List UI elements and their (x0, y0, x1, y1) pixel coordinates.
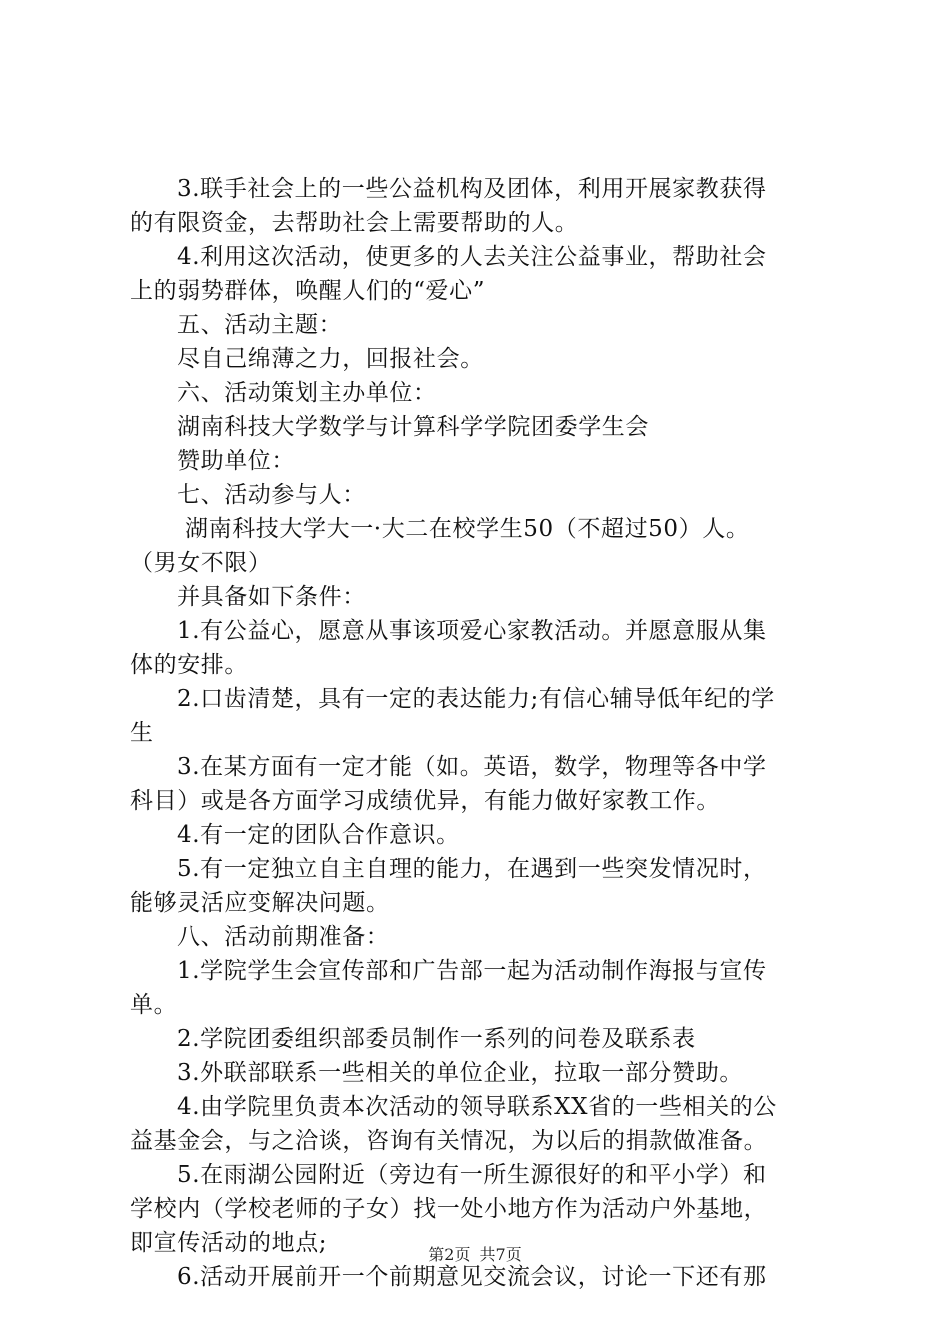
text-line: 赞助单位： (177, 448, 295, 474)
text-line: （男女不限） (130, 550, 272, 576)
text-line: 4.有一定的团队合作意识。 (177, 822, 460, 848)
text-line: 1.有公益心，愿意从事该项爱心家教活动。并愿意服从集 (177, 618, 767, 644)
text-line: 并具备如下条件： (177, 584, 366, 610)
page-total: 共7页 (479, 1245, 522, 1264)
text-line: 单。 (130, 992, 178, 1018)
page-footer (0, 1244, 950, 1266)
page-number: 第2页 (428, 1245, 471, 1264)
text-line: 科目）或是各方面学习成绩优异，有能力做好家教工作。 (130, 788, 720, 814)
document-body (130, 172, 830, 1294)
text-line: 2.学院团委组织部委员制作一系列的问卷及联系表 (177, 1026, 696, 1052)
text-line: 八、活动前期准备： (177, 924, 390, 950)
text-line: 体的安排。 (130, 652, 248, 678)
text-line: 上的弱势群体，唤醒人们的“爱心” (130, 278, 486, 304)
text-line: 湖南科技大学数学与计算科学学院团委学生会 (177, 414, 649, 440)
text-line: 生 (130, 720, 154, 746)
text-line: 学校内（学校老师的子女）找一处小地方作为活动户外基地， (130, 1196, 768, 1222)
text-line: 的有限资金，去帮助社会上需要帮助的人。 (130, 210, 579, 236)
text-line: 3.联手社会上的一些公益机构及团体，利用开展家教获得 (177, 176, 767, 202)
text-line: 湖南科技大学大一·大二在校学生50（不超过50）人。 (185, 516, 750, 542)
text-line: 即宣传活动的地点; (130, 1230, 328, 1256)
text-line: 4.利用这次活动，使更多的人去关注公益事业，帮助社会 (177, 244, 767, 270)
text-line: 5.有一定独立自主自理的能力，在遇到一些突发情况时， (177, 856, 767, 882)
text-line: 能够灵活应变解决问题。 (130, 890, 390, 916)
text-line: 七、活动参与人： (177, 482, 366, 508)
text-line: 尽自己绵薄之力，回报社会。 (177, 346, 484, 372)
text-line: 3.在某方面有一定才能（如。英语，数学，物理等各中学 (177, 754, 767, 780)
text-line: 2.口齿清楚，具有一定的表达能力;有信心辅导低年纪的学 (177, 686, 775, 712)
text-line: 益基金会，与之洽谈，咨询有关情况，为以后的捐款做准备。 (130, 1128, 768, 1154)
text-line: 3.外联部联系一些相关的单位企业，拉取一部分赞助。 (177, 1060, 743, 1086)
text-line: 6.活动开展前开一个前期意见交流会议，讨论一下还有那 (177, 1264, 767, 1290)
text-line: 五、活动主题： (177, 312, 343, 338)
text-line: 六、活动策划主办单位： (177, 380, 437, 406)
text-line: 4.由学院里负责本次活动的领导联系XX省的一些相关的公 (177, 1094, 777, 1120)
text-line: 1.学院学生会宣传部和广告部一起为活动制作海报与宣传 (177, 958, 767, 984)
text-line: 5.在雨湖公园附近（旁边有一所生源很好的和平小学）和 (177, 1162, 767, 1188)
